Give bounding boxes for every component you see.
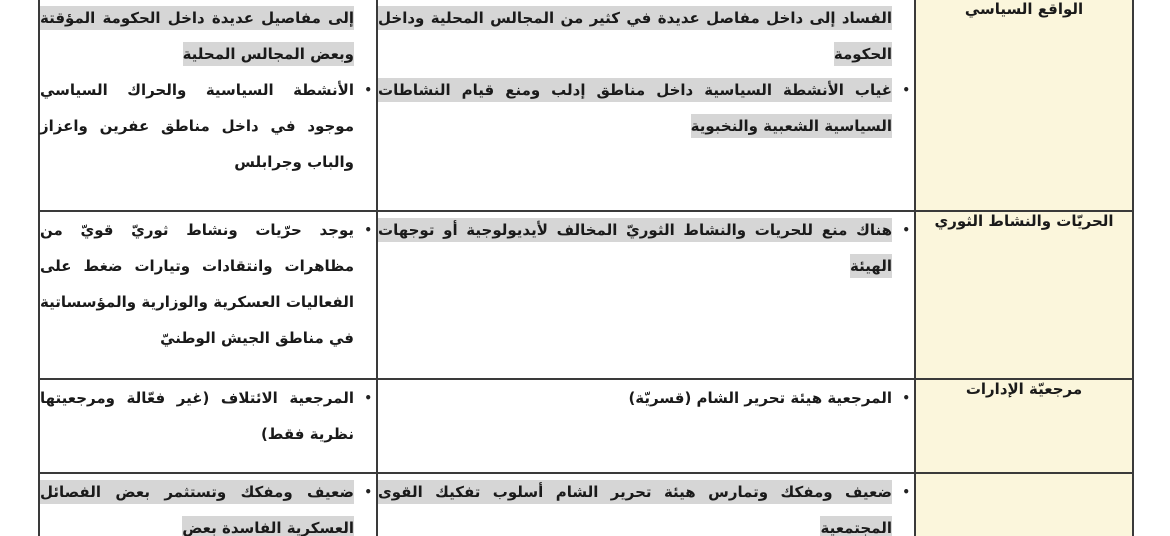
list-item: • هناك منع للحريات والنشاط الثوريّ المخالف لأيديولوجية أو توجهات الهيئة [378,212,914,284]
list-item: • ضعيف ومفكك وتستثمر بعض الفصائل العسكرية الفاسدة بعض [40,474,376,536]
hts-areas-cell [377,379,915,473]
list-item: إلى مفاصيل عديدة داخل الحكومة المؤقتة وبعض المجالس المحلية [40,0,376,72]
row-label-text: الواقع السياسي [964,0,1084,18]
row-label-freedoms [915,211,1133,379]
list-item: • المرجعية هيئة تحرير الشام (قسريّة) [378,380,914,416]
list-item: الفساد إلى داخل مفاصل عديدة في كثير من المجالس المحلية وداخل الحكومة [378,0,914,72]
hts-areas-cell [377,0,915,211]
list-item: • يوجد حرّيات ونشاط ثوريّ قويّ من مظاهرات وانتقادات وتيارات ضغط على الفعاليات العسكرية والوزارية والمؤسساتية في مناطق الجيش الوطنيّ [40,212,376,356]
table-row [39,0,1133,211]
comparison-table [38,0,1134,536]
table-row [39,211,1133,379]
list-item: • ضعيف ومفكك وتمارس هيئة تحرير الشام أسلوب تفكيك القوى المجتمعية [378,474,914,536]
row-label-empty [915,473,1133,536]
national-army-areas-cell [39,0,377,211]
list-item: • غياب الأنشطة السياسية داخل مناطق إدلب ومنع قيام النشاطات السياسية الشعبية والنخبوية [378,72,914,144]
row-label-text: الحريّات والنشاط الثوري [934,212,1114,230]
national-army-areas-cell [39,473,377,536]
row-label-political-reality [915,0,1133,211]
hts-areas-cell [377,211,915,379]
national-army-areas-cell [39,211,377,379]
list-item: • المرجعية الائتلاف (غير فعّالة ومرجعيتها نظرية فقط) [40,380,376,452]
row-label-administrations-reference [915,379,1133,473]
table-row [39,379,1133,473]
hts-areas-cell [377,473,915,536]
table-row [39,473,1133,536]
row-label-text: مرجعيّة الإدارات [965,380,1083,398]
list-item: • الأنشطة السياسية والحراك السياسي موجود في داخل مناطق عفرين واعزاز والباب وجرابلس [40,72,376,180]
national-army-areas-cell [39,379,377,473]
